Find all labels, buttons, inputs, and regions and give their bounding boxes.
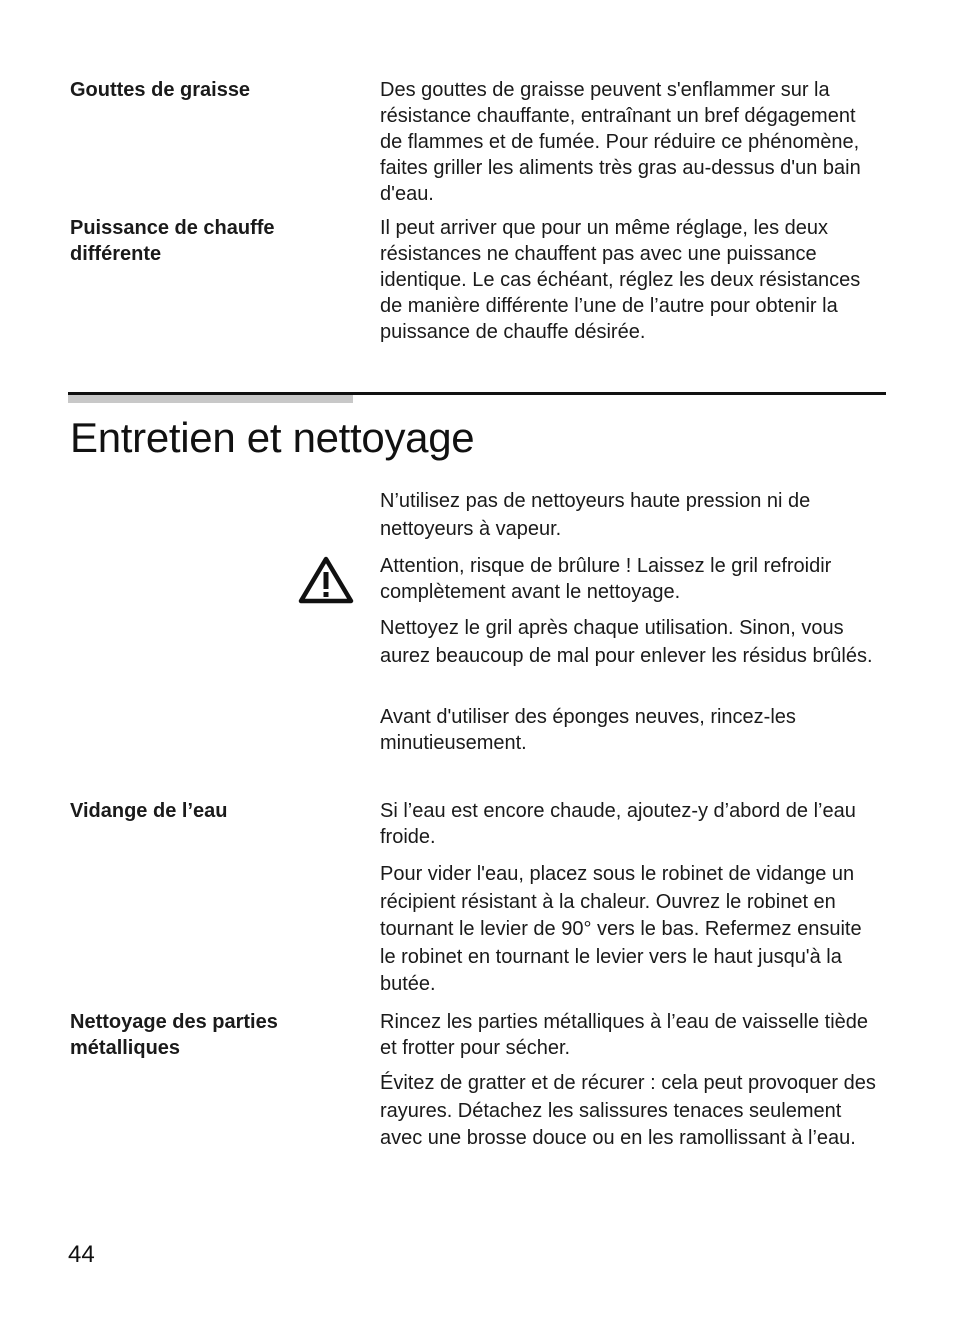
- text-vidange-de-leau: Si l’eau est encore chaude, ajoutez-y d’abord de l’eau froide.: [380, 800, 856, 848]
- intro-paragraph: Avant d'utiliser des éponges neuves, rincez-les minutieusement.: [380, 706, 796, 754]
- term-nettoyage-metalliques: Nettoyage des parties métalliques: [70, 1011, 278, 1059]
- section-title: Entretien et nettoyage: [70, 414, 475, 461]
- text-nettoyage-metalliques: Évitez de gratter et de récurer : cela peut provoquer des rayures. Détachez les salissures tenaces seulement avec une brosse douce ou en les ramollissant à l’eau.: [380, 1072, 876, 1149]
- warning-triangle-icon: [298, 556, 354, 604]
- text-puissance-de-chauffe: Il peut arriver que pour un même réglage, les deux résistances ne chauffent pas avec une puissance identique. Le cas échéant, réglez les deux résistances de manière différente l’une de l’autre pour obtenir la puissance de chauffe désirée.: [380, 217, 861, 343]
- term-gouttes-de-graisse: Gouttes de graisse: [70, 79, 251, 101]
- text-vidange-de-leau: Pour vider l'eau, placez sous le robinet de vidange un récipient résistant à la chaleur. Ouvrez le robinet en tournant le levier de 90° vers le bas. Refermez ensuite le robinet en tournant le levier vers le haut jusqu'à la butée.: [380, 863, 862, 995]
- intro-paragraph: N’utilisez pas de nettoyeurs haute pression ni de nettoyeurs à vapeur.: [380, 490, 811, 540]
- text-gouttes-de-graisse: Des gouttes de graisse peuvent s'enflammer sur la résistance chauffante, entraînant un bref dégagement de flammes et de fumée. Pour réduire ce phénomène, faites griller les aliments très gras au-dessus d'un bain d'eau.: [380, 79, 861, 205]
- text-nettoyage-metalliques: Rincez les parties métalliques à l’eau de vaisselle tiède et frotter pour sécher.: [380, 1011, 869, 1059]
- warning-paragraph: Attention, risque de brûlure ! Laissez le gril refroidir complètement avant le nettoyage.: [380, 555, 832, 603]
- intro-paragraph: Nettoyez le gril après chaque utilisation. Sinon, vous aurez beaucoup de mal pour enlever les résidus brûlés.: [380, 617, 873, 667]
- page-number: 44: [68, 1241, 95, 1268]
- term-vidange-de-leau: Vidange de l’eau: [70, 800, 228, 822]
- section-rule-accent: [68, 395, 353, 403]
- term-puissance-de-chauffe: Puissance de chauffe différente: [70, 217, 275, 265]
